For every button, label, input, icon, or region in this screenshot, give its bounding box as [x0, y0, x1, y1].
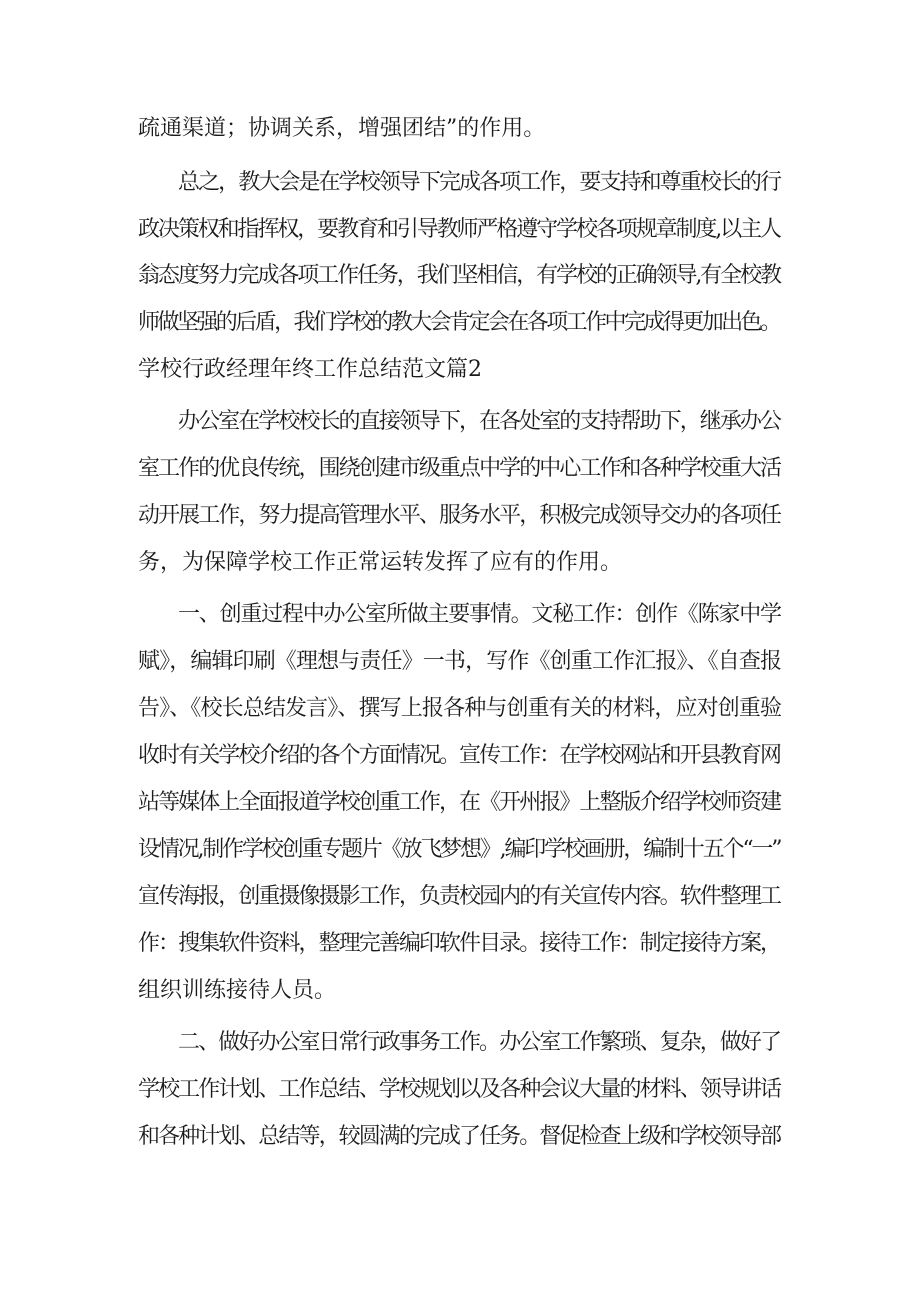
text-line: 组织训练接待人员。	[138, 978, 337, 1003]
text-line: 室工作的优良传统，围绕创建市级重点中学的中心工作和各种学校重大活	[138, 456, 781, 481]
text-line: 办公室在学校校长的直接领导下，在各处室的支持帮助下，继承办公	[178, 409, 781, 434]
text-line: 总之，教大会是在学校领导下完成各项工作，要支持和尊重校长的行	[178, 170, 781, 195]
text-line: 翁态度努力完成各项工作任务，我们坚相信，有学校的正确领导,有全校教	[138, 263, 780, 288]
text-line: 学校工作计划、工作总结、学校规划以及各种会议大量的材料、领导讲话	[138, 1077, 781, 1102]
text-line: 作：搜集软件资料，整理完善编印软件目录。接待工作：制定接待方案，	[138, 931, 781, 956]
text-line: 务，为保障学校工作正常运转发挥了应有的作用。	[138, 550, 623, 575]
text-line: 赋》，编辑印刷《理想与责任》一书，写作《创重工作汇报》、《自查报	[138, 649, 782, 674]
text-line: 政决策权和指挥权，要教育和引导教师严格遵守学校各项规章制度,以主人	[138, 217, 780, 242]
text-line: 告》、《校长总结发言》、撰写上报各种与创重有关的材料，应对创重验	[138, 696, 782, 721]
text-line: 师做坚强的后盾，我们学校的教大会肯定会在各项工作中完成得更加出色。	[138, 310, 780, 335]
text-line: 疏通渠道；协调关系，增强团结”的作用。	[138, 116, 546, 141]
text-line: 宣传海报，创重摄像摄影工作，负责校园内的有关宣传内容。软件整理工	[138, 884, 781, 909]
text-line: 和各种计划、总结等，较圆满的完成了任务。督促检查上级和学校领导部	[138, 1124, 781, 1149]
section-heading: 学校行政经理年终工作总结范文篇2	[138, 357, 482, 382]
text-line: 动开展工作，努力提高管理水平、服务水平，积极完成领导交办的各项任	[138, 503, 781, 528]
text-line: 一、创重过程中办公室所做主要事情。文秘工作：创作《陈家中学	[178, 602, 781, 627]
text-line: 设情况,制作学校创重专题片《放飞梦想》,编印学校画册，编制十五个“一”	[138, 837, 781, 862]
text-line: 站等媒体上全面报道学校创重工作，在《开州报》上整版介绍学校师资建	[138, 790, 781, 815]
text-line: 二、做好办公室日常行政事务工作。办公室工作繁琐、复杂，做好了	[178, 1030, 781, 1055]
text-line: 收时有关学校介绍的各个方面情况。宣传工作：在学校网站和开县教育网	[138, 743, 781, 768]
